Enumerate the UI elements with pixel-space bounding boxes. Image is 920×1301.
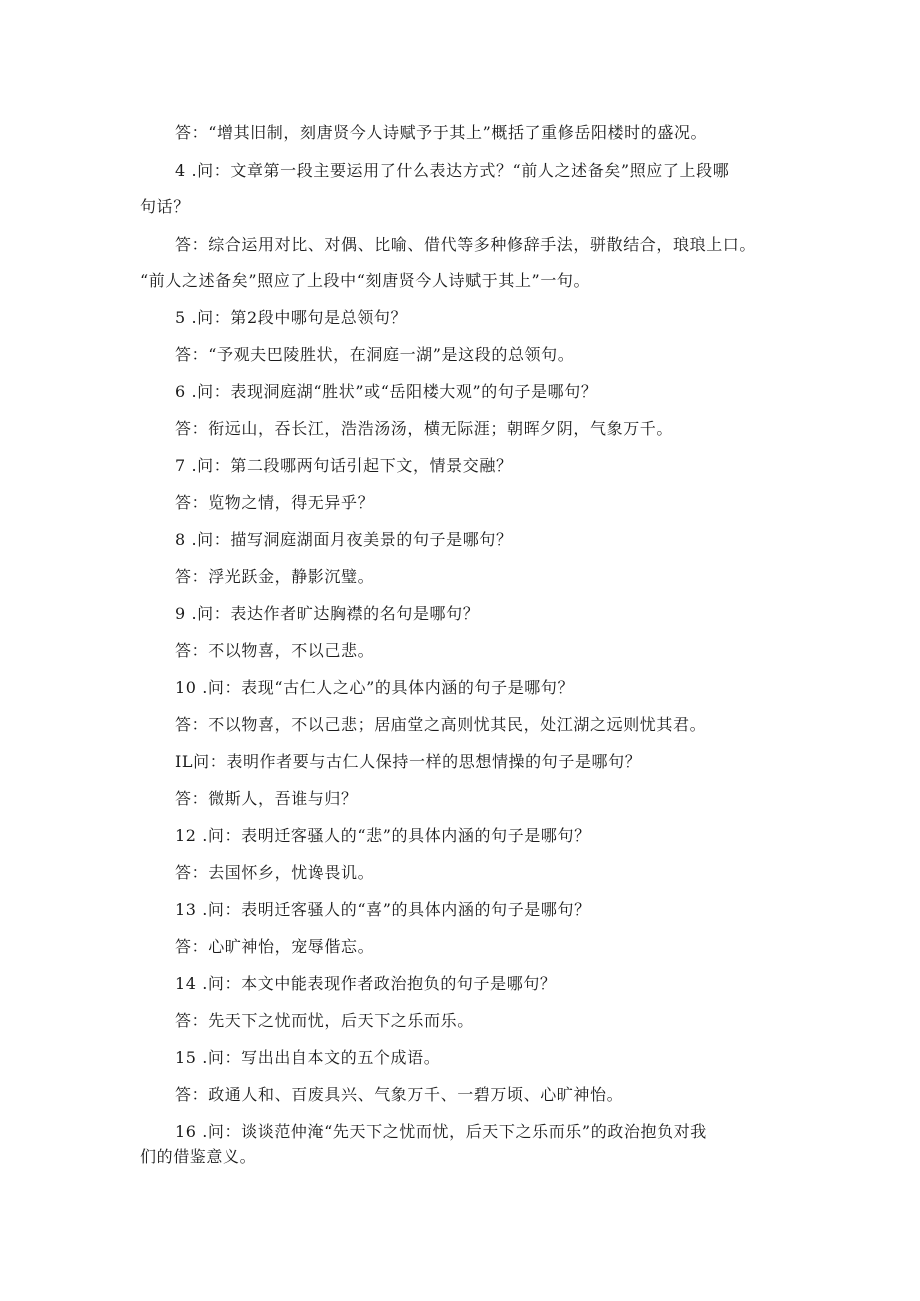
answer-8-line: 答：浮光跃金，静影沉璧。 [175,567,375,586]
question-10-line: 10 .问：表现“古仁人之心”的具体内涵的句子是哪句？ [175,678,575,697]
answer-15-line: 答：政通人和、百废具兴、气象万千、一碧万顷、心旷神怡。 [175,1085,624,1104]
answer-10-line: 答：不以物喜，不以己悲；居庙堂之高则忧其民，处江湖之远则忧其君。 [175,715,707,734]
question-4-line-1: 4 .问：文章第一段主要运用了什么表达方式？“前人之述备矣”照应了上段哪 [175,161,730,180]
answer-7-line: 答：览物之情，得无异乎？ [175,493,375,512]
question-13-line: 13 .问：表明迁客骚人的“喜”的具体内涵的句子是哪句？ [175,900,591,919]
answer-3-line: 答：“增其旧制，刻唐贤今人诗赋予于其上”概括了重修岳阳楼时的盛况。 [175,123,708,142]
question-7-line: 7 .问：第二段哪两句话引起下文，情景交融？ [175,456,513,475]
answer-6-line: 答：衔远山，吞长江，浩浩汤汤，横无际涯；朝晖夕阴，气象万千。 [175,419,674,438]
question-5-line: 5 .问：第2段中哪句是总领句？ [175,308,408,327]
answer-12-line: 答：去国怀乡，忧谗畏讥。 [175,863,375,882]
answer-13-line: 答：心旷神怡，宠辱偕忘。 [175,937,375,956]
question-15-line: 15 .问：写出出自本文的五个成语。 [175,1048,441,1067]
question-12-line: 12 .问：表明迁客骚人的“悲”的具体内涵的句子是哪句？ [175,826,591,845]
answer-11-line: 答：微斯人，吾谁与归？ [175,789,358,808]
question-14-line: 14 .问：本文中能表现作者政治抱负的句子是哪句？ [175,974,557,993]
question-11-line: IL问：表明作者要与古仁人保持一样的思想情操的句子是哪句？ [175,752,642,771]
question-8-line: 8 .问：描写洞庭湖面月夜美景的句子是哪句？ [175,530,513,549]
question-16-line-2: 们的借鉴意义。 [140,1147,257,1166]
question-16-line-1: 16 .问：谈谈范仲淹“先天下之忧而忧，后天下之乐而乐”的政治抱负对我 [175,1122,707,1141]
question-4-line-2: 句话？ [140,197,190,216]
answer-9-line: 答：不以物喜，不以己悲。 [175,641,375,660]
answer-14-line: 答：先天下之忧而忧，后天下之乐而乐。 [175,1011,474,1030]
answer-5-line: 答：“予观夫巴陵胜状，在洞庭一湖”是这段的总领句。 [175,345,575,364]
answer-4-line-2: “前人之述备矣”照应了上段中“刻唐贤今人诗赋于其上”一句。 [140,271,591,290]
answer-4-line-1: 答：综合运用对比、对偶、比喻、借代等多种修辞手法，骈散结合，琅琅上口。 [175,235,757,254]
question-6-line: 6 .问：表现洞庭湖“胜状”或“岳阳楼大观”的句子是哪句？ [175,382,598,401]
question-9-line: 9 .问：表达作者旷达胸襟的名句是哪句？ [175,604,480,623]
